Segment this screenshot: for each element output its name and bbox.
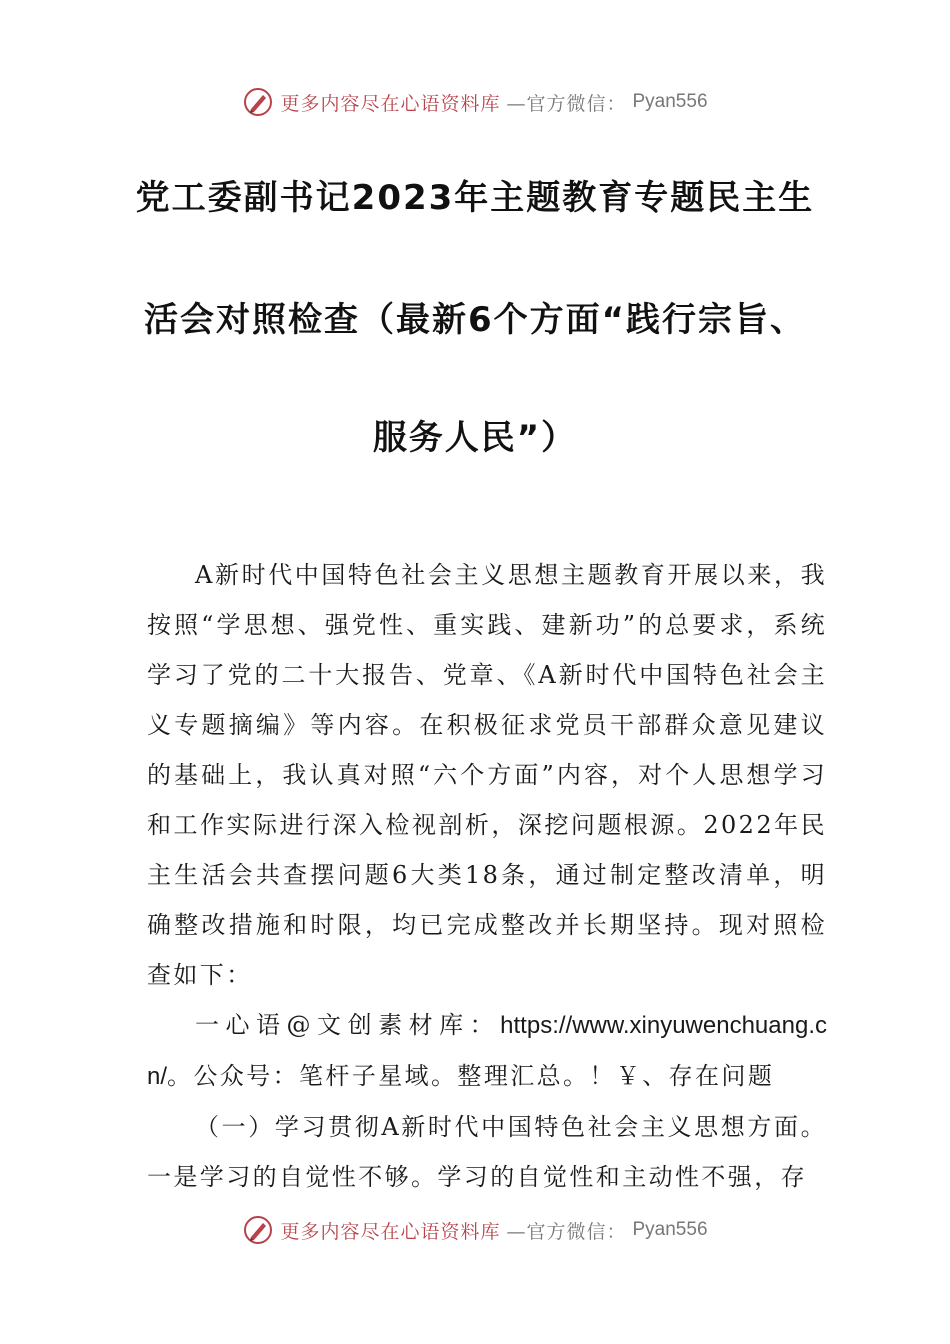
body-paragraph-source (147, 1000, 827, 1102)
banner-wechat-id: Pyan556 (632, 1219, 708, 1240)
banner-brand-text: 更多内容尽在心语资料库 (280, 1220, 501, 1243)
source-suffix: 。公众号：笔杆子星域。整理汇总。！￥、存在问题 (167, 1062, 775, 1090)
document-title-line-1: 党工委副书记2023年主题教育专题民主生 (135, 178, 815, 218)
body-paragraph-intro: A新时代中国特色社会主义思想主题教育开展以来，我按照“学思想、强党性、重实践、建新功”的总要求，系统学习了党的二十大报告、党章、《A新时代中国特色社会主义专题摘编》等内容。在积极征求党员干部群众意见建议的基础上，我认真对照“六个方面”内容，对个人思想学习和工作实际进行深入检视剖析，深挖问题根源。2022年民主生活会共查摆问题6大类18条，通过制定整改清单，明确整改措施和时限，均已完成整改并长期坚持。现对照检查如下： (147, 561, 827, 989)
banner-brand-text: 更多内容尽在心语资料库 (280, 92, 501, 115)
header-watermark-banner (0, 82, 950, 122)
body-paragraph-section-1: （一）学习贯彻A新时代中国特色社会主义思想方面。一是学习的自觉性不够。学习的自觉性和主动性不强，存 (147, 1113, 827, 1191)
banner-wechat-label: —官方微信： (506, 1220, 627, 1243)
document-title-line-2: 活会对照检查（最新6个方面“践行宗旨、 (143, 300, 806, 340)
banner-wechat-label: —官方微信： (506, 92, 627, 115)
document-title-line-3: 服务人民”） (372, 418, 578, 458)
footer-watermark-banner (0, 1210, 950, 1250)
pen-logo-icon (242, 1214, 274, 1246)
document-body (147, 550, 827, 1202)
source-prefix: 一心语@文创素材库： (195, 1011, 501, 1039)
source-url-link[interactable]: https://www.xinyuwenchuang.cn/ (147, 1012, 827, 1090)
banner-wechat-id: Pyan556 (632, 91, 708, 112)
pen-logo-icon (242, 86, 274, 118)
